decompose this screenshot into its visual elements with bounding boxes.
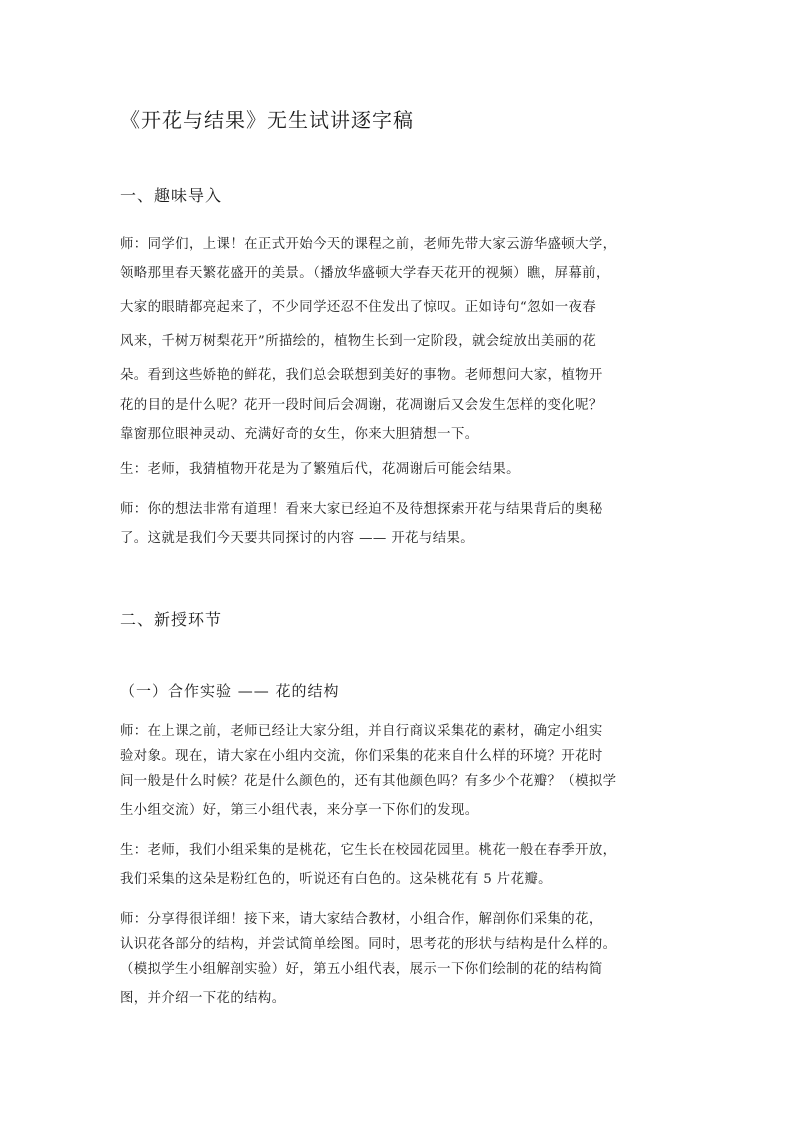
paragraph-line: 花的目的是什么呢？花开一段时间后会凋谢，花凋谢后又会发生怎样的变化呢？ — [120, 398, 603, 413]
paragraph-line: 朵。看到这些娇艳的鲜花，我们总会联想到美好的事物。老师想问大家，植物开 — [120, 368, 603, 383]
subsection-heading-flower-structure: （一）合作实验 —— 花的结构 — [120, 682, 340, 700]
paragraph-line: 生小组交流）好，第三小组代表，来分享一下你们的发现。 — [120, 803, 479, 818]
paragraph-line: 图，并介绍一下花的结构。 — [120, 991, 286, 1006]
paragraph-line: 我们采集的这朵是粉红色的，听说还有白色的。这朵桃花有 5 片花瓣。 — [120, 872, 552, 887]
paragraph-line: 师：分享得很详细！接下来，请大家结合教材，小组合作，解剖你们采集的花， — [120, 912, 603, 927]
paragraph-line: 间一般是什么时候？花是什么颜色的，还有其他颜色吗？有多少个花瓣？（模拟学 — [120, 774, 617, 789]
document-title: 《开花与结果》无生试讲逐字稿 — [120, 108, 414, 132]
paragraph-line: 生：老师，我猜植物开花是为了繁殖后代，花凋谢后可能会结果。 — [120, 462, 520, 477]
paragraph-student-answer — [120, 457, 676, 482]
paragraph-line: 生：老师，我们小组采集的是桃花，它生长在校园花园里。桃花一般在春季开放， — [120, 843, 617, 858]
paragraph-line: 师：同学们，上课！在正式开始今天的课程之前，老师先带大家云游华盛顿大学， — [120, 237, 617, 252]
section-heading-new-lesson: 二、新授环节 — [120, 610, 223, 629]
paragraph-line: 靠窗那位眼神灵动、充满好奇的女生，你来大胆猜想一下。 — [120, 427, 479, 442]
paragraph-line: 大家的眼睛都亮起来了，不少同学还忍不住发出了惊叹。正如诗句“忽如一夜春 — [120, 300, 597, 315]
paragraph-teacher-intro — [120, 232, 676, 452]
paragraph-line: 师：在上课之前，老师已经让大家分组，并自行商议采集花的素材，确定小组实 — [120, 724, 603, 739]
paragraph-line: 师：你的想法非常有道理！看来大家已经迫不及待想探索开花与结果背后的奥秘 — [120, 502, 603, 517]
paragraph-line: （模拟学生小组解剖实验）好，第五小组代表，展示一下你们绘制的花的结构简 — [120, 962, 603, 977]
paragraph-line: 认识花各部分的结构，并尝试简单绘图。同时，思考花的形状与结构是什么样的。 — [120, 937, 617, 952]
paragraph-teacher-response — [120, 497, 676, 556]
paragraph-teacher-dissection — [120, 907, 676, 1016]
paragraph-line: 风来，千树万树梨花开”所描绘的，植物生长到一定阶段，就会绽放出美丽的花 — [120, 334, 597, 349]
section-heading-intro: 一、趣味导入 — [120, 186, 223, 205]
paragraph-student-report — [120, 838, 676, 897]
paragraph-line: 领略那里春天繁花盛开的美景。（播放华盛顿大学春天花开的视频）瞧，屏幕前， — [120, 266, 610, 281]
paragraph-line: 验对象。现在，请大家在小组内交流，你们采集的花来自什么样的环境？开花时 — [120, 749, 603, 764]
paragraph-line: 了。这就是我们今天要共同探讨的内容 —— 开花与结果。 — [120, 531, 475, 546]
paragraph-teacher-group-task — [120, 719, 676, 828]
